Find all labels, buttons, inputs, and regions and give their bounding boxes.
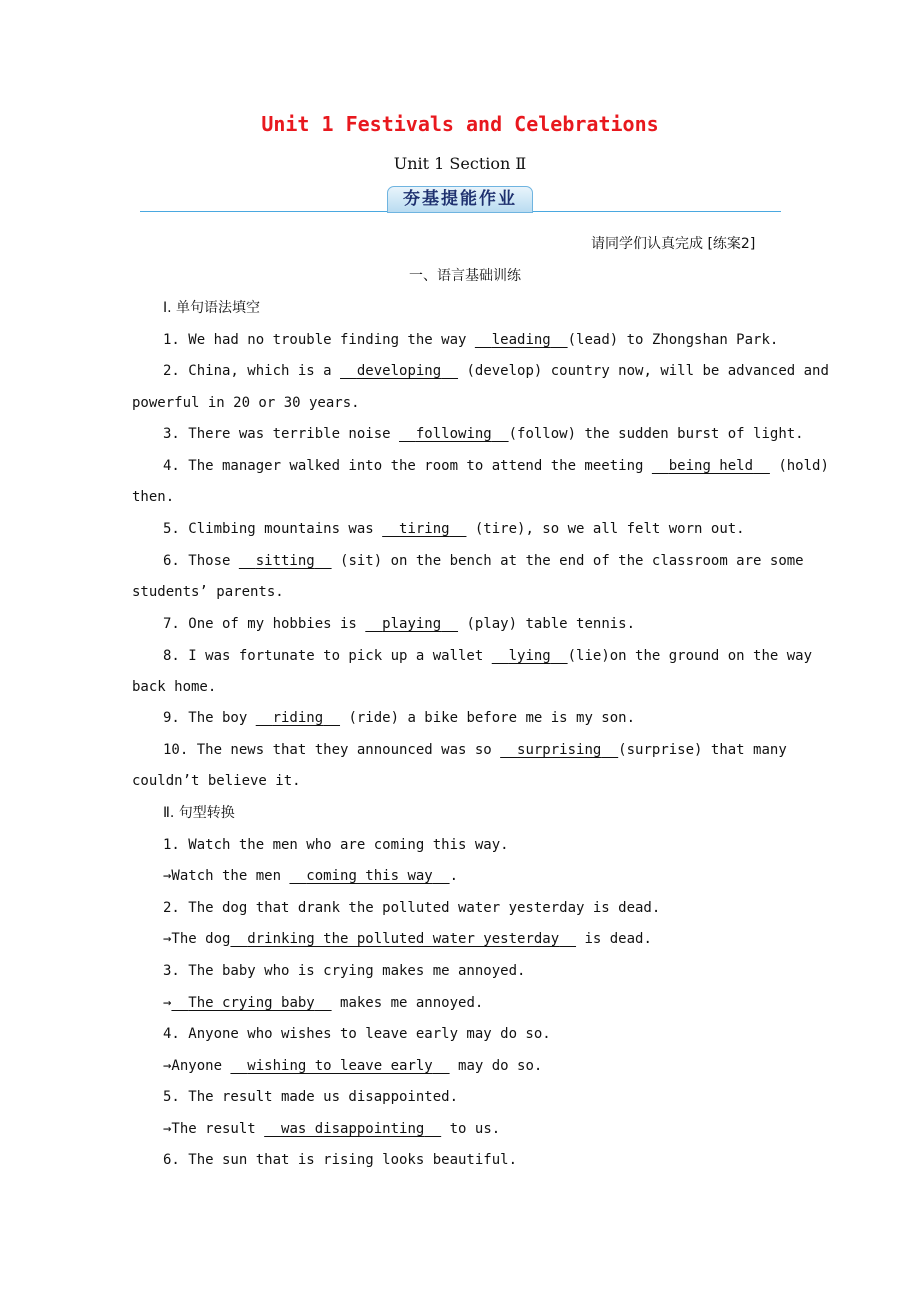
- answer: developing: [356, 363, 442, 379]
- answer: following: [415, 426, 492, 442]
- exercise-item: 1. We had no trouble finding the way leading (lead) to Zhongshan Park.: [163, 332, 779, 348]
- answer-line: →The dog drinking the polluted water yesterday is dead.: [163, 931, 652, 947]
- answer: tiring: [399, 521, 450, 537]
- answer: riding: [272, 710, 324, 726]
- exercise-item-cont: then.: [132, 489, 175, 505]
- exercise-item: 10. The news that they announced was so surprising (surprise) that many: [163, 742, 787, 758]
- section-heading-grammar: Ⅰ. 单句语法填空: [163, 300, 261, 316]
- exercise-item-cont: powerful in 20 or 30 years.: [132, 395, 360, 411]
- answer-line: →The result was disappointing to us.: [163, 1121, 501, 1137]
- homework-banner: 夯基提能作业: [387, 186, 533, 213]
- answer: being held: [668, 458, 754, 474]
- answer: drinking the polluted water yesterday: [247, 931, 560, 947]
- question-line: 2. The dog that drank the polluted water yesterday is dead.: [163, 900, 661, 916]
- answer: was disappointing: [281, 1121, 425, 1137]
- question-line: 1. Watch the men who are coming this way.: [163, 837, 509, 853]
- question-line: 3. The baby who is crying makes me annoyed.: [163, 963, 526, 979]
- exercise-item: 5. Climbing mountains was tiring (tire), so we all felt worn out.: [163, 521, 745, 537]
- exercise-item: 7. One of my hobbies is playing (play) table tennis.: [163, 616, 636, 632]
- question-line: 5. The result made us disappointed.: [163, 1089, 459, 1105]
- answer: lying: [508, 648, 551, 664]
- exercise-item: 9. The boy riding (ride) a bike before me is my son.: [163, 710, 636, 726]
- exercise-item: 8. I was fortunate to pick up a wallet lying (lie)on the ground on the way: [163, 648, 813, 664]
- exercise-item: 2. China, which is a developing (develop) country now, will be advanced and: [163, 363, 829, 379]
- answer: wishing to leave early: [247, 1058, 433, 1074]
- question-line: 4. Anyone who wishes to leave early may do so.: [163, 1026, 551, 1042]
- part-heading: 一、语言基础训练: [409, 268, 521, 284]
- section-heading-transform: Ⅱ. 句型转换: [163, 805, 235, 821]
- answer: playing: [382, 616, 442, 632]
- answer: sitting: [255, 553, 315, 569]
- answer: coming this way: [306, 868, 433, 884]
- answer: leading: [491, 332, 551, 348]
- page-title: Unit 1 Festivals and Celebrations: [261, 112, 659, 136]
- practice-note: 请同学们认真完成 [练案2]: [591, 236, 756, 252]
- exercise-item-cont: students’ parents.: [132, 584, 284, 600]
- answer-line: → The crying baby makes me annoyed.: [163, 995, 484, 1011]
- answer: The crying baby: [188, 995, 315, 1011]
- answer-line: →Watch the men coming this way .: [163, 868, 459, 884]
- answer-line: →Anyone wishing to leave early may do so.: [163, 1058, 543, 1074]
- exercise-item-cont: back home.: [132, 679, 217, 695]
- exercise-item: 4. The manager walked into the room to attend the meeting being held (hold): [163, 458, 829, 474]
- exercise-item-cont: couldn’t believe it.: [132, 773, 301, 789]
- section-subtitle: Unit 1 Section Ⅱ: [393, 154, 527, 173]
- exercise-item: 3. There was terrible noise following (follow) the sudden burst of light.: [163, 426, 804, 442]
- answer: surprising: [517, 742, 602, 758]
- exercise-item: 6. Those sitting (sit) on the bench at the end of the classroom are some: [163, 553, 804, 569]
- question-line: 6. The sun that is rising looks beautiful.: [163, 1152, 518, 1168]
